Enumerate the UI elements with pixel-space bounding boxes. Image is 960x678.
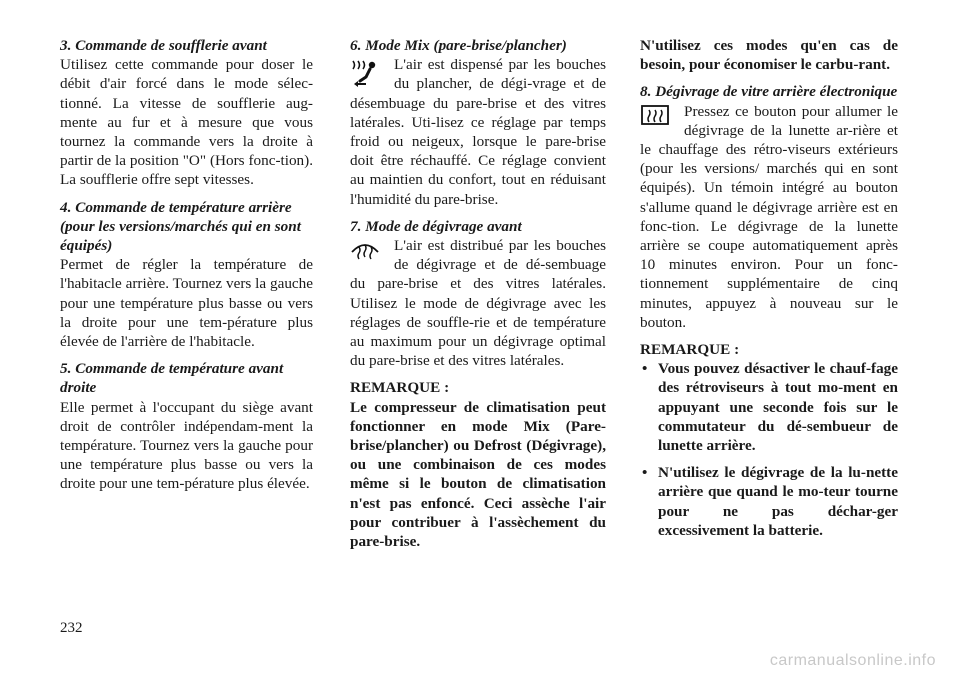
section-4-title: 4. Commande de température arrière (pour les versions/marchés qui en sont équipés) xyxy=(60,198,301,255)
section-7-title: 7. Mode de dégivrage avant xyxy=(350,217,522,235)
column-2 xyxy=(350,36,606,559)
section-5 xyxy=(60,359,313,493)
note-1-label: REMARQUE : xyxy=(350,379,450,397)
section-3-title: 3. Commande de soufflerie avant xyxy=(60,37,267,54)
section-4 xyxy=(60,198,313,352)
note-1 xyxy=(350,378,606,551)
front-defrost-icon xyxy=(350,238,394,274)
page-number: 232 xyxy=(60,620,83,636)
section-4-body: Permet de régler la température de l'habitacle arrière. Tournez vers la gauche pour une température plus basse ou vers la droite pour une tem-pérature plus élevée de l'arrière de l'habitacle. xyxy=(60,256,313,351)
section-8 xyxy=(640,82,898,332)
section-8-body: Pressez ce bouton pour allumer le dégivrage de la lunette ar-rière et le chauffage des rétro-viseurs extérieurs (pour les versions/ marchés qui en sont équipés). Un témoin intégré au bouton s'allume quand le dégivrage arrière est en fonc-tion. Le dégivrage de la lunette arrière se coupe automatiquement après 10 minutes environ. Pour un fonc-tionnement supplémentaire de cinq minutes, appuyez à nouveau sur le bouton. xyxy=(640,102,898,331)
continued-note: N'utilisez ces modes qu'en cas de besoin, pour économiser le carbu-rant. xyxy=(640,37,898,74)
note-2-label: REMARQUE : xyxy=(640,341,740,359)
list-item: • Vous pouvez désactiver le chauf-fage des rétroviseurs à tout mo-ment en appuyant une seconde fois sur le commutateur du dé-sembueur de lunette arrière. xyxy=(640,359,898,455)
column-3 xyxy=(640,36,898,548)
section-6 xyxy=(350,36,606,209)
list-item: • N'utilisez le dégivrage de la lu-nette arrière que quand le mo-teur tourne pour ne pas déchar-ger excessivement la batterie. xyxy=(640,463,898,540)
section-3-body: Utilisez cette commande pour doser le débit d'air forcé dans le mode sélec-tionné. La vitesse de soufflerie aug-mente au fur et à mesure que vous tournez la commande vers la droite à partir de la position "O" (Hors fonc-tion). La soufflerie offre sept vitesses. xyxy=(60,56,313,189)
section-5-body: Elle permet à l'occupant du siège avant droit de contrôler indépendam-ment la température. Tournez vers la gauche pour une température plus basse ou vers la droite pour une tem-pérature plus élevée. xyxy=(60,398,313,493)
note-2-list xyxy=(640,359,898,540)
note-1-body: Le compresseur de climatisation peut fonctionner en mode Mix (Pare-brise/plancher) ou Defrost (Dégivrage), ou une combinaison de ces modes même si le bouton de climatisation n'est pas enfoncé. Ceci assèche l'air pour contribuer à l'assèchement du pare-brise. xyxy=(350,398,606,551)
column-1 xyxy=(60,36,313,502)
watermark: carmanualsonline.info xyxy=(769,652,936,669)
section-8-title: 8. Dégivrage de vitre arrière électronique xyxy=(640,83,898,101)
section-6-body: L'air est dispensé par les bouches du plancher, de dégi-vrage et de désembuage du pare-brise et des vitres latérales. Uti-lisez ce réglage par temps froid ou neigeux, lorsque le pare-brise doit être réchauffé. Ce réglage convient au maintien du confort, tout en réduisant l'humidité du pare-brise. xyxy=(350,56,606,208)
section-7-body: L'air est distribué par les bouches de dégivrage et de dé-sembuage du pare-brise et des vitres latérales. Utilisez le mode de dégivrage avec les réglages de souffle-rie et de température au maximum pour un dégivrage optimal du pare-brise et des vitres latérales. xyxy=(350,237,606,370)
mix-mode-icon xyxy=(350,57,394,93)
section-3 xyxy=(60,36,313,190)
section-6-title: 6. Mode Mix (pare-brise/plancher) xyxy=(350,37,567,54)
note-2 xyxy=(640,340,898,540)
section-5-title: 5. Commande de température avant droite xyxy=(60,360,284,397)
rear-defrost-icon xyxy=(640,104,684,140)
section-7 xyxy=(350,217,606,371)
